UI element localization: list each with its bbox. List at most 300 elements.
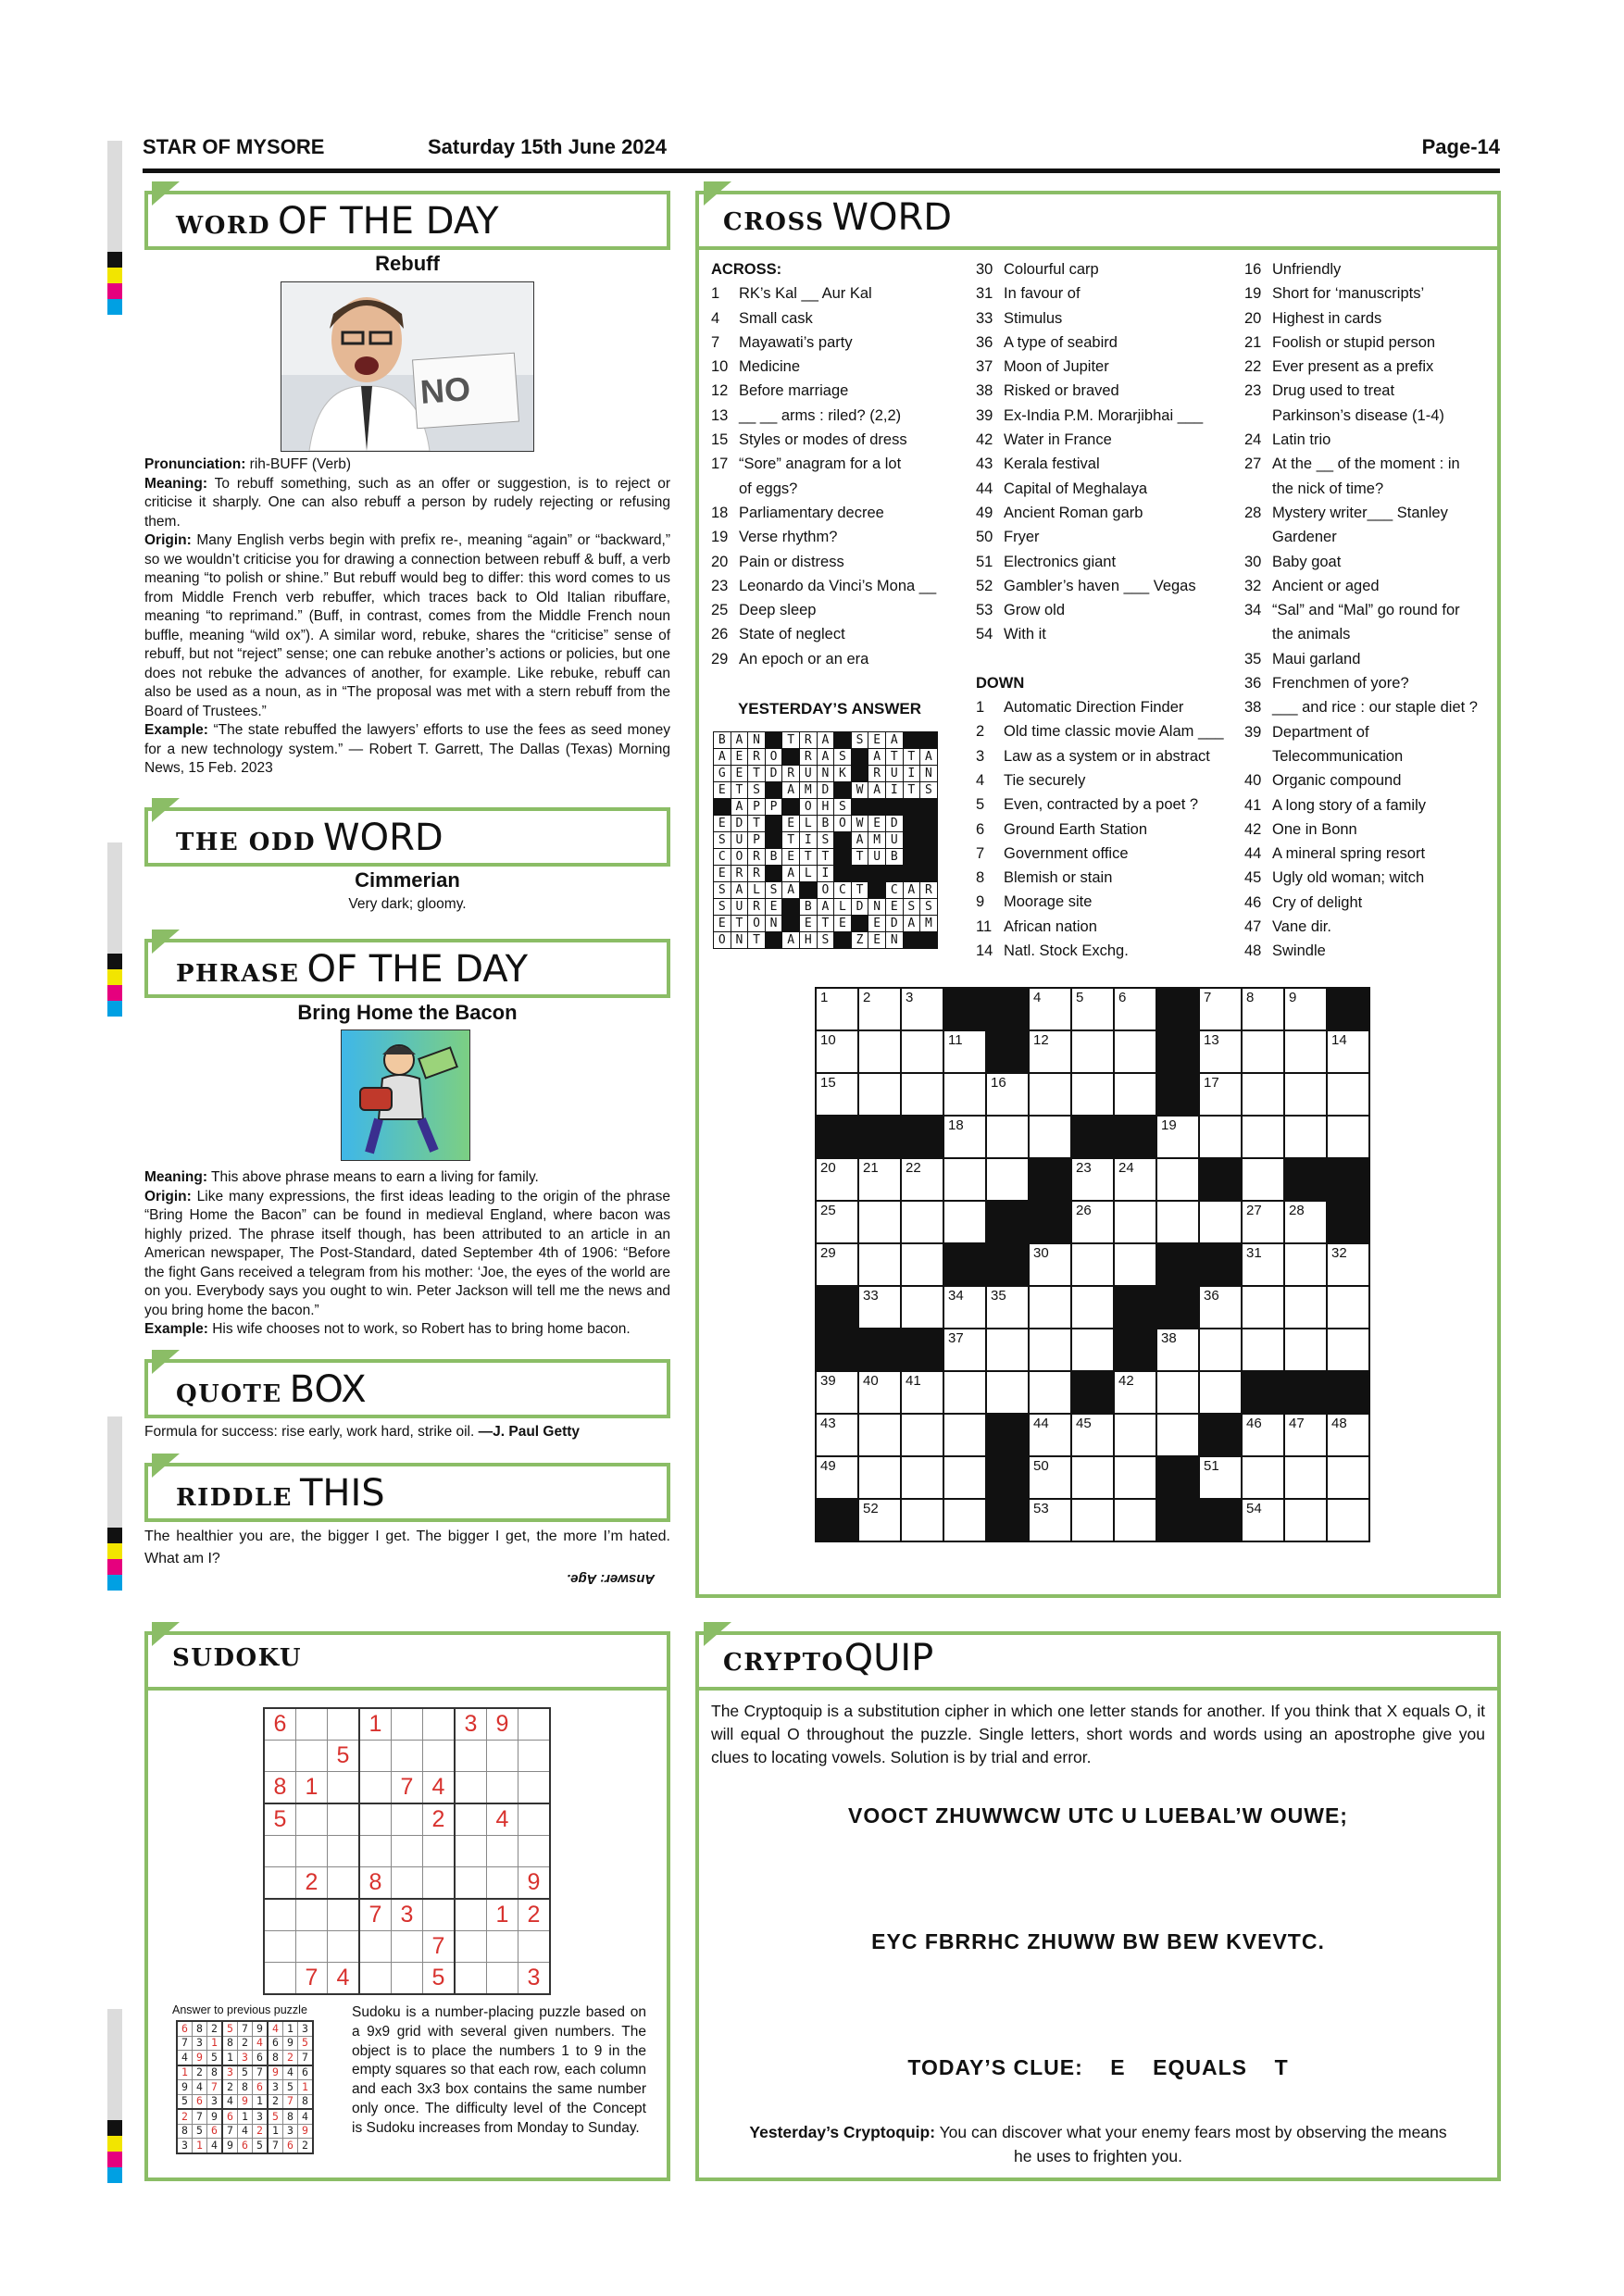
sudoku-cell[interactable] xyxy=(487,1963,518,1995)
sudoku-cell[interactable] xyxy=(392,1803,423,1836)
clue-text: In favour of xyxy=(1004,285,1081,303)
black-square xyxy=(986,1456,1029,1499)
crossword-cell[interactable] xyxy=(858,1286,901,1329)
crossword-cell[interactable] xyxy=(1029,1456,1071,1499)
sudoku-cell[interactable] xyxy=(518,1708,551,1741)
sudoku-cell[interactable] xyxy=(264,1867,296,1900)
answer-letter: R xyxy=(748,849,766,866)
crossword-cell[interactable] xyxy=(901,1371,943,1414)
clue xyxy=(976,817,1224,842)
sudoku-cell[interactable] xyxy=(359,1741,392,1772)
crossword-cell[interactable] xyxy=(1071,1286,1114,1329)
crossword-cell[interactable] xyxy=(1327,1286,1369,1329)
crossword-cell[interactable] xyxy=(858,1414,901,1456)
clue-text: Ancient Roman garb xyxy=(1004,504,1143,521)
crossword-cell[interactable] xyxy=(816,1158,858,1201)
clue-number: 19 xyxy=(1244,285,1262,303)
crossword-cell[interactable] xyxy=(943,1371,986,1414)
sudoku-cell: 2 xyxy=(296,1867,328,1900)
answer-letter: E xyxy=(731,766,748,782)
crossword-cell[interactable] xyxy=(943,1073,986,1116)
crossword-cell[interactable] xyxy=(943,1414,986,1456)
clue xyxy=(976,331,1224,355)
crossword-cell[interactable] xyxy=(1242,1329,1284,1371)
crossword-cell[interactable] xyxy=(986,1073,1029,1116)
sudoku-cell[interactable] xyxy=(359,1836,392,1867)
crossword-cell[interactable] xyxy=(901,1158,943,1201)
crossword-cell[interactable] xyxy=(1284,1030,1327,1073)
sudoku-cell[interactable] xyxy=(296,1836,328,1867)
crossword-cell[interactable] xyxy=(1284,1073,1327,1116)
crossword-cell[interactable] xyxy=(1199,1116,1242,1158)
crossword-cell[interactable] xyxy=(1156,1329,1199,1371)
sudoku-cell[interactable] xyxy=(423,1899,456,1931)
crossword-cell[interactable] xyxy=(816,1371,858,1414)
phrase: Bring Home the Bacon xyxy=(297,1001,518,1024)
crossword-cell[interactable] xyxy=(1156,1371,1199,1414)
answer-letter: I xyxy=(799,832,817,849)
crossword-cell[interactable] xyxy=(1029,1499,1071,1541)
black-square xyxy=(885,799,903,816)
sudoku-cell: 5 xyxy=(264,1803,296,1836)
clue xyxy=(711,452,936,476)
clue-text: Ugly old woman; witch xyxy=(1272,869,1425,887)
crossword-cell[interactable] xyxy=(1199,1073,1242,1116)
crossword-cell[interactable] xyxy=(1327,1499,1369,1541)
crossword-cell[interactable] xyxy=(858,1371,901,1414)
sudoku-cell[interactable] xyxy=(487,1741,518,1772)
crossword-cell[interactable] xyxy=(858,1030,901,1073)
crossword-cell[interactable] xyxy=(1284,988,1327,1030)
crossword-cell[interactable] xyxy=(901,1030,943,1073)
answer-letter: B xyxy=(714,732,731,749)
crossword-cell[interactable] xyxy=(1327,1116,1369,1158)
clue-text: __ __ arms : riled? (2,2) xyxy=(739,406,902,424)
crossword-cell[interactable] xyxy=(1114,1243,1156,1286)
crossword-cell[interactable] xyxy=(1156,1158,1199,1201)
sudoku-cell[interactable] xyxy=(328,1867,360,1900)
answer-cell: 1 xyxy=(283,2021,298,2036)
sudoku-cell[interactable] xyxy=(518,1836,551,1867)
crossword-cell[interactable] xyxy=(943,1499,986,1541)
crossword-cell[interactable] xyxy=(816,1201,858,1243)
crossword-cell[interactable] xyxy=(1242,1201,1284,1243)
clue-text: Verse rhythm? xyxy=(739,529,838,546)
crossword-cell[interactable] xyxy=(901,1243,943,1286)
answer-letter: A xyxy=(731,799,748,816)
answer-cell: 8 xyxy=(298,2094,314,2109)
crossword-cell[interactable] xyxy=(986,1158,1029,1201)
crossword-cell[interactable] xyxy=(1029,1073,1071,1116)
crossword-cell[interactable] xyxy=(1242,1286,1284,1329)
crossword-cell[interactable] xyxy=(943,1116,986,1158)
crossword-cell[interactable] xyxy=(1327,1329,1369,1371)
crossword-cell[interactable] xyxy=(1242,1116,1284,1158)
sudoku-cell[interactable] xyxy=(296,1931,328,1963)
crossword-cell[interactable] xyxy=(1242,1499,1284,1541)
crossword-cell[interactable] xyxy=(816,1073,858,1116)
crossword-cell[interactable] xyxy=(1156,1414,1199,1456)
sign-text: NO xyxy=(418,369,472,411)
crossword-cell[interactable] xyxy=(943,1456,986,1499)
sudoku-cell[interactable] xyxy=(392,1708,423,1741)
crossword-cell[interactable] xyxy=(1029,1116,1071,1158)
crossword-cell[interactable] xyxy=(1114,1030,1156,1073)
black-square xyxy=(834,932,852,949)
sudoku-cell: 7 xyxy=(392,1772,423,1804)
title-small: THE ODD xyxy=(176,829,317,856)
crossword-cell[interactable] xyxy=(816,1414,858,1456)
answer-cell: 1 xyxy=(268,2124,283,2139)
sudoku-cell[interactable] xyxy=(328,1708,360,1741)
clue-text: RK’s Kal __ Aur Kal xyxy=(739,285,872,303)
yesterday-cryptoquip-label: Yesterday’s Cryptoquip: xyxy=(749,2123,936,2141)
crossword-cell[interactable] xyxy=(901,1073,943,1116)
sudoku-cell[interactable] xyxy=(487,1772,518,1804)
clue-number: 16 xyxy=(1244,261,1262,278)
word: Rebuff xyxy=(375,252,440,275)
crossword-cell[interactable] xyxy=(1114,1414,1156,1456)
sudoku-cell[interactable] xyxy=(392,1931,423,1963)
crossword-cell[interactable] xyxy=(1242,1414,1284,1456)
black-square xyxy=(1156,1030,1199,1073)
crossword-cell[interactable] xyxy=(1156,1201,1199,1243)
sudoku-cell[interactable] xyxy=(296,1708,328,1741)
crossword-cell[interactable] xyxy=(901,1499,943,1541)
black-square xyxy=(858,1329,901,1371)
clue xyxy=(711,574,936,598)
crossword-cell[interactable] xyxy=(1071,1243,1114,1286)
answer-cell: 7 xyxy=(177,2036,193,2051)
clue xyxy=(976,842,1224,866)
answer-letter: U xyxy=(868,849,886,866)
crossword-cell[interactable] xyxy=(1284,1499,1327,1541)
sudoku-cell: 2 xyxy=(518,1899,551,1931)
clue-number: 20 xyxy=(1244,309,1262,327)
crossword-cell[interactable] xyxy=(1199,1286,1242,1329)
sudoku-cell: 1 xyxy=(359,1708,392,1741)
crossword-cell[interactable] xyxy=(943,1158,986,1201)
crossword-cell[interactable] xyxy=(943,1286,986,1329)
answer-letter: A xyxy=(868,782,886,799)
sudoku-cell[interactable] xyxy=(455,1867,487,1900)
sudoku-cell[interactable] xyxy=(328,1803,360,1836)
sudoku-cell[interactable] xyxy=(455,1836,487,1867)
cell-number: 15 xyxy=(820,1075,836,1091)
black-square xyxy=(920,849,938,866)
crossword-cell[interactable] xyxy=(1029,1286,1071,1329)
clue xyxy=(1244,550,1478,574)
crossword-cell[interactable] xyxy=(816,1456,858,1499)
origin-label: Origin: xyxy=(144,532,192,548)
cell-number: 31 xyxy=(1246,1245,1262,1261)
sudoku-cell[interactable] xyxy=(264,1836,296,1867)
crossword-cell[interactable] xyxy=(1199,1456,1242,1499)
crossword-cell[interactable] xyxy=(1071,1499,1114,1541)
crossword-cell[interactable] xyxy=(1199,1329,1242,1371)
sudoku-cell[interactable] xyxy=(518,1931,551,1963)
crossword-cell[interactable] xyxy=(1114,1456,1156,1499)
sudoku-cell[interactable] xyxy=(392,1867,423,1900)
clue xyxy=(976,452,1224,476)
crossword-cell[interactable] xyxy=(943,1329,986,1371)
pronunciation-label: Pronunciation: xyxy=(144,456,246,472)
clue-text: Stimulus xyxy=(1004,309,1063,327)
sudoku-cell[interactable] xyxy=(264,1899,296,1931)
sudoku-cell[interactable] xyxy=(296,1899,328,1931)
clue-text: Automatic Direction Finder xyxy=(1004,699,1184,717)
clue-text: Leonardo da Vinci’s Mona __ xyxy=(739,577,937,594)
sudoku-cell[interactable] xyxy=(518,1803,551,1836)
cryptoquip-line-1: VOOCT ZHUWWCW UTC U LUEBAL’W OUWE; xyxy=(848,1803,1348,1828)
answer-cell: 9 xyxy=(298,2124,314,2139)
clue-number: 34 xyxy=(1244,602,1262,619)
crossword-cell[interactable] xyxy=(1199,1371,1242,1414)
crossword-cell[interactable] xyxy=(858,1201,901,1243)
crossword-cell[interactable] xyxy=(901,1286,943,1329)
black-square xyxy=(943,1243,986,1286)
sudoku-cell[interactable] xyxy=(392,1963,423,1995)
across-clues-col1 xyxy=(711,257,936,671)
crossword-cell[interactable] xyxy=(1071,1073,1114,1116)
clue-number: 48 xyxy=(1244,942,1262,960)
crossword-cell[interactable] xyxy=(1284,1243,1327,1286)
crossword-cell[interactable] xyxy=(1327,1030,1369,1073)
crossword-cell[interactable] xyxy=(1071,1456,1114,1499)
sudoku-cell[interactable] xyxy=(264,1963,296,1995)
crossword-cell[interactable] xyxy=(1029,1243,1071,1286)
answer-cell: 6 xyxy=(238,2139,253,2153)
crossword-cell[interactable] xyxy=(901,1414,943,1456)
answer-cell: 8 xyxy=(193,2021,207,2036)
crossword-cell[interactable] xyxy=(1242,1073,1284,1116)
sudoku-cell[interactable] xyxy=(328,1772,360,1804)
sudoku-cell[interactable] xyxy=(264,1741,296,1772)
title-big: WORD xyxy=(831,196,953,239)
crossword-cell[interactable] xyxy=(1029,1371,1071,1414)
crossword-cell[interactable] xyxy=(986,1371,1029,1414)
answer-letter: S xyxy=(748,782,766,799)
crossword-cell[interactable] xyxy=(858,1456,901,1499)
crossword-cell[interactable] xyxy=(1242,1158,1284,1201)
crossword-cell[interactable] xyxy=(816,988,858,1030)
answer-cell: 3 xyxy=(298,2021,314,2036)
answer-cell: 9 xyxy=(283,2036,298,2051)
crossword-cell[interactable] xyxy=(1114,1201,1156,1243)
crossword-cell[interactable] xyxy=(858,1158,901,1201)
sudoku-cell[interactable] xyxy=(455,1803,487,1836)
answer-cell: 7 xyxy=(268,2139,283,2153)
black-square xyxy=(782,749,800,766)
crossword-cell[interactable] xyxy=(1284,1414,1327,1456)
clue-number: 46 xyxy=(1244,893,1262,911)
sudoku-cell[interactable] xyxy=(455,1899,487,1931)
clue-text: Tie securely xyxy=(1004,771,1086,789)
clue xyxy=(976,501,1224,525)
sudoku-cell[interactable] xyxy=(423,1867,456,1900)
sudoku-cell[interactable] xyxy=(328,1931,360,1963)
crossword-cell[interactable] xyxy=(1114,1499,1156,1541)
sudoku-cell[interactable] xyxy=(455,1931,487,1963)
crossword-cell[interactable] xyxy=(1199,1201,1242,1243)
answer-letter: T xyxy=(748,766,766,782)
answer-letter: S xyxy=(920,782,938,799)
crossword-cell[interactable] xyxy=(1327,1414,1369,1456)
crossword-cell[interactable] xyxy=(1284,1201,1327,1243)
clue-text: Old time classic movie Alam ___ xyxy=(1004,723,1224,741)
crossword-cell[interactable] xyxy=(901,1201,943,1243)
crossword-cell[interactable] xyxy=(1199,988,1242,1030)
crossword-cell[interactable] xyxy=(1071,988,1114,1030)
black-square xyxy=(816,1286,858,1329)
crossword-cell[interactable] xyxy=(1284,1116,1327,1158)
clue xyxy=(1244,622,1478,646)
crossword-cell[interactable] xyxy=(1114,1371,1156,1414)
sudoku-cell[interactable] xyxy=(455,1963,487,1995)
answer-cell: 2 xyxy=(207,2021,223,2036)
clue-text: A long story of a family xyxy=(1272,796,1426,814)
crossword-cell[interactable] xyxy=(858,988,901,1030)
crossword-cell[interactable] xyxy=(816,1243,858,1286)
crossword-cell[interactable] xyxy=(1071,1414,1114,1456)
answer-cell: 6 xyxy=(253,2051,269,2065)
answer-letter: S xyxy=(714,899,731,916)
sudoku-cell[interactable] xyxy=(487,1931,518,1963)
crossword-cell[interactable] xyxy=(1071,1158,1114,1201)
clue xyxy=(976,574,1224,598)
black-square xyxy=(1156,1243,1199,1286)
black-square xyxy=(714,799,731,816)
sudoku-cell[interactable] xyxy=(518,1741,551,1772)
black-square xyxy=(816,1116,858,1158)
sudoku-cell[interactable] xyxy=(392,1836,423,1867)
crossword-cell[interactable] xyxy=(1029,1414,1071,1456)
sudoku-cell[interactable] xyxy=(359,1963,392,1995)
answer-letter: O xyxy=(799,799,817,816)
crossword-cell[interactable] xyxy=(1071,1329,1114,1371)
title-big: QUIP xyxy=(843,1637,934,1679)
crossword-cell[interactable] xyxy=(1284,1329,1327,1371)
clue-text: Telecommunication xyxy=(1272,747,1404,765)
cell-number: 17 xyxy=(1204,1075,1219,1091)
clue xyxy=(976,428,1224,452)
sudoku-cell[interactable] xyxy=(296,1741,328,1772)
crossword-cell[interactable] xyxy=(986,1329,1029,1371)
registration-bar xyxy=(107,842,122,954)
sudoku-cell[interactable] xyxy=(487,1836,518,1867)
clue xyxy=(1244,891,1478,915)
clue-number: 8 xyxy=(976,869,985,887)
sudoku-cell[interactable] xyxy=(359,1772,392,1804)
sudoku-cell[interactable] xyxy=(455,1741,487,1772)
clue xyxy=(711,355,936,379)
corner-flag xyxy=(704,1622,731,1646)
crossword-cell[interactable] xyxy=(1284,1286,1327,1329)
crossword-cell[interactable] xyxy=(1071,1030,1114,1073)
crossword-cell[interactable] xyxy=(858,1073,901,1116)
crossword-cell[interactable] xyxy=(858,1499,901,1541)
black-square xyxy=(765,782,782,799)
clue-number: 10 xyxy=(711,358,729,376)
sudoku-cell[interactable] xyxy=(359,1931,392,1963)
crossword-cell[interactable] xyxy=(943,1030,986,1073)
clue-number: 44 xyxy=(976,480,993,497)
crossword-cell[interactable] xyxy=(901,988,943,1030)
black-square xyxy=(986,1414,1029,1456)
crossword-cell[interactable] xyxy=(1029,1329,1071,1371)
sudoku-cell[interactable] xyxy=(518,1772,551,1804)
answer-letter: E xyxy=(868,732,886,749)
crossword-cell[interactable] xyxy=(986,1286,1029,1329)
crossword-cell[interactable] xyxy=(1029,988,1071,1030)
crossword-cell[interactable] xyxy=(816,1030,858,1073)
answer-cell: 5 xyxy=(268,2109,283,2124)
registration-bar xyxy=(107,141,122,252)
sudoku-cell[interactable] xyxy=(423,1708,456,1741)
crossword-cell[interactable] xyxy=(1199,1030,1242,1073)
crossword-cell[interactable] xyxy=(1242,1456,1284,1499)
crossword-cell[interactable] xyxy=(1284,1456,1327,1499)
cell-number: 23 xyxy=(1076,1160,1092,1176)
black-square xyxy=(765,732,782,749)
crossword-cell[interactable] xyxy=(858,1243,901,1286)
answer-letter: A xyxy=(782,782,800,799)
crossword-cell[interactable] xyxy=(1029,1030,1071,1073)
crossword-cell[interactable] xyxy=(1156,1116,1199,1158)
clue-number: 51 xyxy=(976,553,993,570)
answer-letter: S xyxy=(765,882,782,899)
sudoku-cell[interactable] xyxy=(264,1931,296,1963)
clue-text: Drug used to treat xyxy=(1272,382,1395,400)
crossword-cell[interactable] xyxy=(943,1201,986,1243)
answer-letter: T xyxy=(782,832,800,849)
answer-cell: 2 xyxy=(283,2051,298,2065)
sudoku-cell[interactable] xyxy=(328,1899,360,1931)
corner-flag xyxy=(152,1454,180,1478)
sudoku-cell[interactable] xyxy=(423,1836,456,1867)
crossword-cell[interactable] xyxy=(986,1116,1029,1158)
sudoku-cell[interactable] xyxy=(392,1741,423,1772)
crossword-cell[interactable] xyxy=(1114,1073,1156,1116)
page-header xyxy=(143,135,1500,173)
black-square xyxy=(903,932,920,949)
crossword-cell[interactable] xyxy=(1114,988,1156,1030)
sudoku-cell[interactable] xyxy=(455,1772,487,1804)
clue-number: 31 xyxy=(976,285,993,303)
sudoku-cell[interactable] xyxy=(423,1741,456,1772)
crossword-cell[interactable] xyxy=(1327,1456,1369,1499)
crossword-cell[interactable] xyxy=(1242,1030,1284,1073)
sudoku-cell[interactable] xyxy=(296,1803,328,1836)
crossword-cell[interactable] xyxy=(1242,988,1284,1030)
sudoku-cell[interactable] xyxy=(487,1867,518,1900)
cell-number: 20 xyxy=(820,1160,836,1176)
crossword-cell[interactable] xyxy=(1114,1158,1156,1201)
title-small: PHRASE xyxy=(176,960,300,988)
sudoku-cell[interactable] xyxy=(328,1836,360,1867)
crossword-cell[interactable] xyxy=(1327,1243,1369,1286)
crossword-cell[interactable] xyxy=(1071,1201,1114,1243)
crossword-cell[interactable] xyxy=(901,1456,943,1499)
clue-number: 49 xyxy=(976,504,993,521)
crossword-cell[interactable] xyxy=(1327,1073,1369,1116)
sudoku-cell[interactable] xyxy=(359,1803,392,1836)
clue-text: Frenchmen of yore? xyxy=(1272,675,1409,693)
answer-cell: 8 xyxy=(177,2124,193,2139)
answer-letter: T xyxy=(851,849,868,866)
answer-letter: E xyxy=(782,849,800,866)
crossword-cell[interactable] xyxy=(1242,1243,1284,1286)
